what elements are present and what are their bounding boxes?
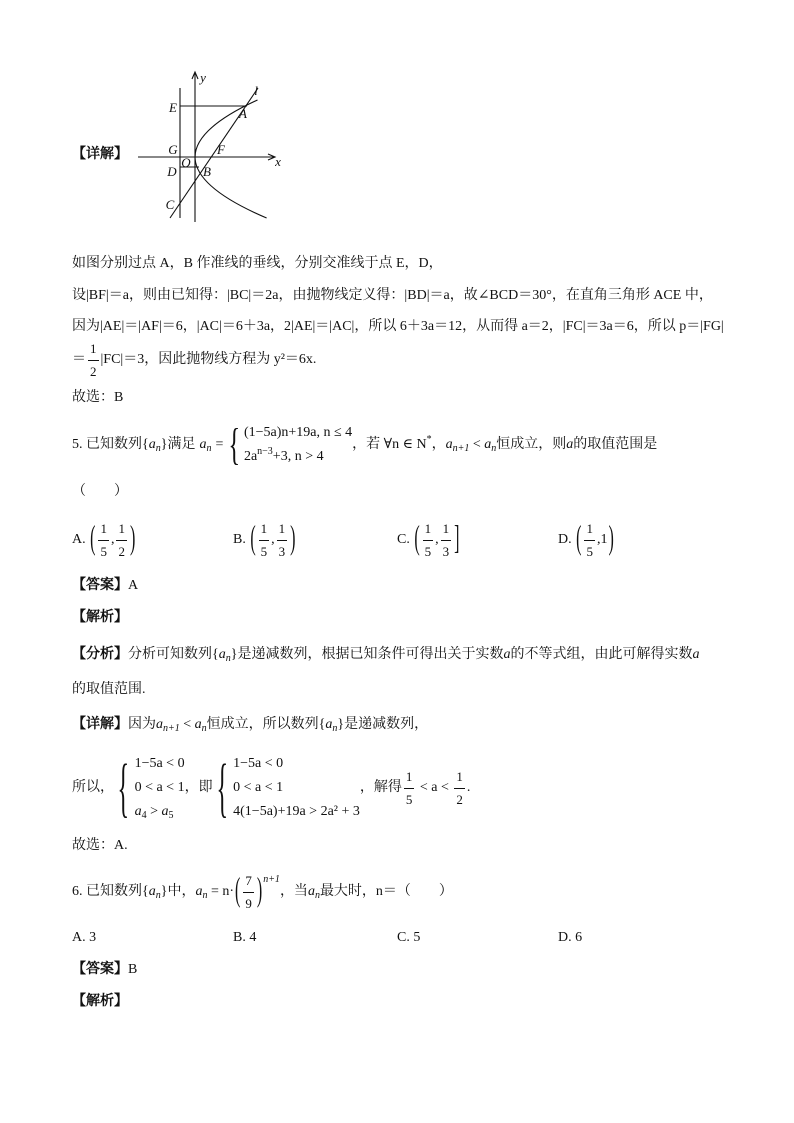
q6-option-c[interactable]: C. 5	[397, 930, 421, 945]
label-a: A	[239, 106, 247, 121]
q6-option-d[interactable]: D. 6	[558, 930, 583, 945]
label-x: x	[275, 154, 281, 169]
fraction-numerator: 7	[243, 871, 254, 893]
label-d: D	[167, 164, 177, 179]
system-brace-2: {	[216, 749, 228, 824]
q5-jiexi-tag: 【解析】	[72, 610, 128, 625]
q5-seq-n: n	[155, 443, 161, 454]
open-paren: (	[235, 873, 241, 909]
detail-text-1: 因为	[128, 717, 156, 732]
comma: ,	[271, 532, 275, 547]
q6-text-1: 中，	[167, 884, 196, 899]
q6-option-b[interactable]: B. 4	[233, 930, 257, 945]
q5-option-b[interactable]	[233, 520, 297, 560]
seq-lbrace: {	[318, 717, 326, 732]
fraction-numerator: 1	[454, 767, 465, 789]
rhs-a: a	[194, 717, 202, 732]
q6-option-a[interactable]: A. 3	[72, 930, 97, 945]
close-paren: )	[256, 873, 263, 909]
fraction-denominator: 5	[405, 791, 413, 807]
q6-an	[195, 882, 207, 902]
solve-text: ，解得	[359, 780, 402, 795]
label-b: B	[203, 164, 211, 179]
q5-rhs-a: a	[484, 437, 492, 452]
seq-n: n	[155, 890, 161, 901]
fraction-numerator: 1	[277, 519, 288, 541]
result-end: .	[466, 780, 471, 795]
analysis-text-2: 是递减数列，根据已知条件可得出关于实数	[237, 647, 504, 662]
q5-seq	[142, 435, 167, 455]
q6-answer	[72, 960, 137, 980]
label-c: C	[165, 197, 175, 212]
result-middle: < a <	[416, 780, 453, 795]
fraction	[423, 519, 434, 562]
fraction-denominator: 5	[260, 543, 268, 559]
analysis-text-3: 的不等式组，由此可解得实数	[510, 647, 693, 662]
option-letter: C.	[397, 532, 414, 547]
q5-lhs-sub: n+1	[452, 443, 470, 454]
system-1-line-2: 0 < a < 1	[134, 780, 185, 795]
fraction	[454, 767, 465, 810]
system-2-line-1: 1−5a < 0	[233, 756, 284, 771]
analysis-seq	[212, 645, 237, 665]
close-paren: )	[129, 521, 136, 557]
answer-value: A	[128, 578, 139, 593]
parabola-curve	[195, 100, 267, 218]
a4-base: a	[134, 804, 142, 819]
fraction-denominator: 2	[456, 791, 463, 807]
q5-stem	[72, 419, 658, 469]
q5-cases	[244, 421, 352, 469]
an-n: n	[202, 890, 208, 901]
fraction	[259, 519, 270, 562]
fraction-numerator: 1	[88, 339, 99, 361]
q6-jiexi-tag: 【解析】	[72, 994, 128, 1009]
q5-option-a[interactable]	[72, 520, 136, 560]
q6-eq: = n·	[207, 884, 235, 899]
fraction-numerator: 1	[441, 519, 452, 541]
q5-seq-lbrace: {	[142, 437, 149, 452]
seq-rbrace: }	[230, 647, 238, 662]
q5-option-d[interactable]	[558, 520, 615, 560]
fraction-denominator: 2	[90, 363, 97, 379]
q4-line-1: 如图分别过点 A，B 作准线的垂线，分别交准线于点 E，D，	[72, 256, 443, 271]
an-n: n	[314, 890, 320, 901]
seq-n: n	[225, 653, 231, 664]
q5-case2-exp: n−3	[257, 446, 273, 457]
q5-an-n: n	[206, 443, 212, 454]
label-f: F	[217, 142, 225, 157]
namely-text: ，即	[184, 780, 213, 795]
q5-case2-rest: +3, n > 4	[272, 449, 324, 464]
system-brace-1: {	[117, 749, 130, 824]
seq-lbrace: {	[142, 884, 149, 899]
q5-case-1: (1−5a)n+19a, n ≤ 4	[243, 425, 353, 440]
q5-cond-star: *	[426, 434, 432, 445]
fraction-numerator: 1	[98, 519, 109, 541]
seq-a: a	[325, 717, 333, 732]
fraction-denominator: 3	[442, 543, 450, 559]
detail-inequality	[156, 715, 207, 735]
q6-text-2: ，当	[279, 884, 308, 899]
detail-text-3: 是递减数列，	[344, 717, 429, 732]
label-y: y	[200, 70, 206, 85]
q5-an	[199, 435, 211, 455]
label-o: O	[181, 155, 191, 170]
q4-detail-tag: 【详解】	[72, 147, 128, 162]
q6-text-3: 最大时，n＝（ ）	[319, 884, 453, 899]
fraction-numerator: 1	[259, 519, 270, 541]
q5-satisfy: 满足	[167, 437, 196, 452]
seq-a: a	[148, 884, 156, 899]
fraction	[116, 519, 127, 562]
q4-line4-rest: |FC|＝3，因此抛物线方程为 y²＝6x.	[100, 352, 317, 367]
q4-line-3: 因为|AE|＝|AF|＝6，|AC|＝6＋3a，2|AE|＝|AC|，所以 6＋3a＝12，从而得 a＝2，|FC|＝3a＝6，所以 p＝|FG|	[72, 319, 724, 334]
comma: ,	[435, 532, 439, 547]
upper-bound: 1	[600, 532, 608, 547]
fraction-numerator: 1	[116, 519, 127, 541]
q5-seq-a: a	[148, 437, 156, 452]
seq-a: a	[218, 647, 226, 662]
analysis-text-1: 分析可知数列	[128, 647, 212, 662]
q5-prefix: 5. 已知数列	[72, 437, 142, 452]
q6-stem	[72, 874, 453, 910]
system-2-line-2: 0 < a < 1	[233, 780, 284, 795]
fraction-denominator: 3	[278, 543, 286, 559]
fraction-seven-ninths	[243, 871, 254, 914]
q5-rhs-sub: n	[491, 443, 497, 454]
q4-fraction-half	[88, 339, 99, 382]
answer-tag: 【答案】	[72, 962, 128, 977]
lhs-sub: n+1	[163, 723, 180, 734]
q5-detail-line-1	[72, 715, 428, 735]
open-paren: (	[90, 521, 96, 557]
q5-inequality	[446, 435, 497, 455]
detail-seq	[319, 715, 344, 735]
q4-line-4	[72, 340, 317, 379]
an-a: a	[195, 884, 203, 899]
fraction-denominator: 5	[586, 543, 593, 559]
q4-choice: 故选：B	[72, 390, 124, 405]
seq-lbrace: {	[212, 647, 219, 662]
q5-case2-base: 2a	[243, 449, 258, 464]
fraction-numerator: 1	[404, 767, 415, 789]
seq-n: n	[332, 723, 338, 734]
rhs-sub: n	[201, 723, 207, 734]
q5-blank: （ ）	[72, 484, 128, 499]
label-e: E	[169, 100, 177, 115]
comma: ,	[596, 532, 601, 547]
parabola-figure	[130, 65, 295, 230]
q5-detail-system	[72, 749, 471, 824]
q5-seq-rbrace: }	[160, 437, 168, 452]
seq-rbrace: }	[160, 884, 168, 899]
q6-an-2	[308, 882, 320, 902]
option-letter: A.	[72, 532, 90, 547]
q5-var: a	[566, 437, 574, 452]
q5-answer	[72, 576, 138, 596]
analysis-var-1: a	[503, 647, 511, 662]
system-1-line-3	[135, 800, 185, 824]
answer-value: B	[128, 962, 138, 977]
detail-tag: 【详解】	[72, 717, 128, 732]
close-bracket: ]	[454, 521, 460, 557]
fraction	[441, 519, 452, 562]
analysis-var-2: a	[692, 647, 700, 662]
q5-analysis-line-1	[72, 645, 699, 665]
an-a: a	[307, 884, 315, 899]
q4-line-2: 设|BF|＝a，则由已知得：|BC|＝2a，由抛物线定义得：|BD|＝a，故∠BCD＝30°，在直角三角形 ACE 中，	[72, 288, 713, 303]
answer-tag: 【答案】	[72, 578, 128, 593]
q5-piecewise-brace: {	[228, 419, 241, 469]
q5-tail-1: 恒成立，则	[496, 437, 567, 452]
a5-sub: 5	[168, 810, 174, 821]
label-l: l	[254, 83, 258, 98]
q4-line4-eq: ＝	[72, 352, 86, 367]
exponent: n+1	[263, 874, 280, 885]
option-letter: B.	[233, 532, 250, 547]
fraction-denominator: 2	[118, 543, 125, 559]
q5-eq: =	[215, 437, 224, 452]
fraction-numerator: 1	[423, 519, 434, 541]
lhs-a: a	[156, 717, 163, 732]
a5-base: a	[161, 804, 169, 819]
q5-analysis-line-2: 的取值范围.	[72, 682, 146, 697]
q6-seq	[142, 882, 167, 902]
open-paren: (	[414, 521, 420, 557]
option-letter: D.	[558, 532, 576, 547]
comma: ,	[110, 532, 115, 547]
open-paren: (	[250, 521, 256, 557]
fraction-denominator: 9	[245, 895, 252, 911]
q5-cond-text: ，若 ∀n ∈ N	[352, 437, 427, 452]
fraction	[404, 767, 415, 810]
q6-prefix: 6. 已知数列	[72, 884, 142, 899]
detail-text-2: 恒成立，所以数列	[206, 717, 319, 732]
system-2	[233, 752, 360, 824]
fraction-denominator: 5	[424, 543, 432, 559]
fraction-denominator: 5	[100, 543, 107, 559]
fraction	[277, 519, 288, 562]
q5-tail-2: 的取值范围是	[573, 437, 658, 452]
q5-cond-comma: ，	[431, 437, 446, 452]
close-paren: )	[608, 521, 614, 557]
label-g: G	[168, 142, 178, 157]
q5-lt: <	[469, 437, 485, 452]
q5-option-c[interactable]	[397, 520, 461, 560]
q5-an-a: a	[199, 437, 207, 452]
so-text: 所以，	[72, 780, 114, 795]
fraction	[98, 519, 109, 562]
seq-rbrace: }	[337, 717, 345, 732]
system-1	[135, 752, 185, 824]
q5-condition	[352, 435, 445, 455]
system-1-line-1: 1−5a < 0	[134, 756, 185, 771]
lt: <	[179, 717, 195, 732]
system-2-line-3: 4(1−5a)+19a > 2a² + 3	[233, 804, 360, 819]
analysis-tag: 【分析】	[72, 647, 128, 662]
a4-sub: 4	[141, 810, 147, 821]
fraction	[584, 519, 595, 562]
gt: >	[146, 804, 162, 819]
fraction-numerator: 1	[584, 519, 595, 541]
q5-case-2	[244, 445, 352, 469]
q5-lhs-a: a	[445, 437, 453, 452]
q5-choice: 故选：A.	[72, 838, 128, 853]
close-paren: )	[290, 521, 296, 557]
open-paren: (	[576, 521, 582, 557]
